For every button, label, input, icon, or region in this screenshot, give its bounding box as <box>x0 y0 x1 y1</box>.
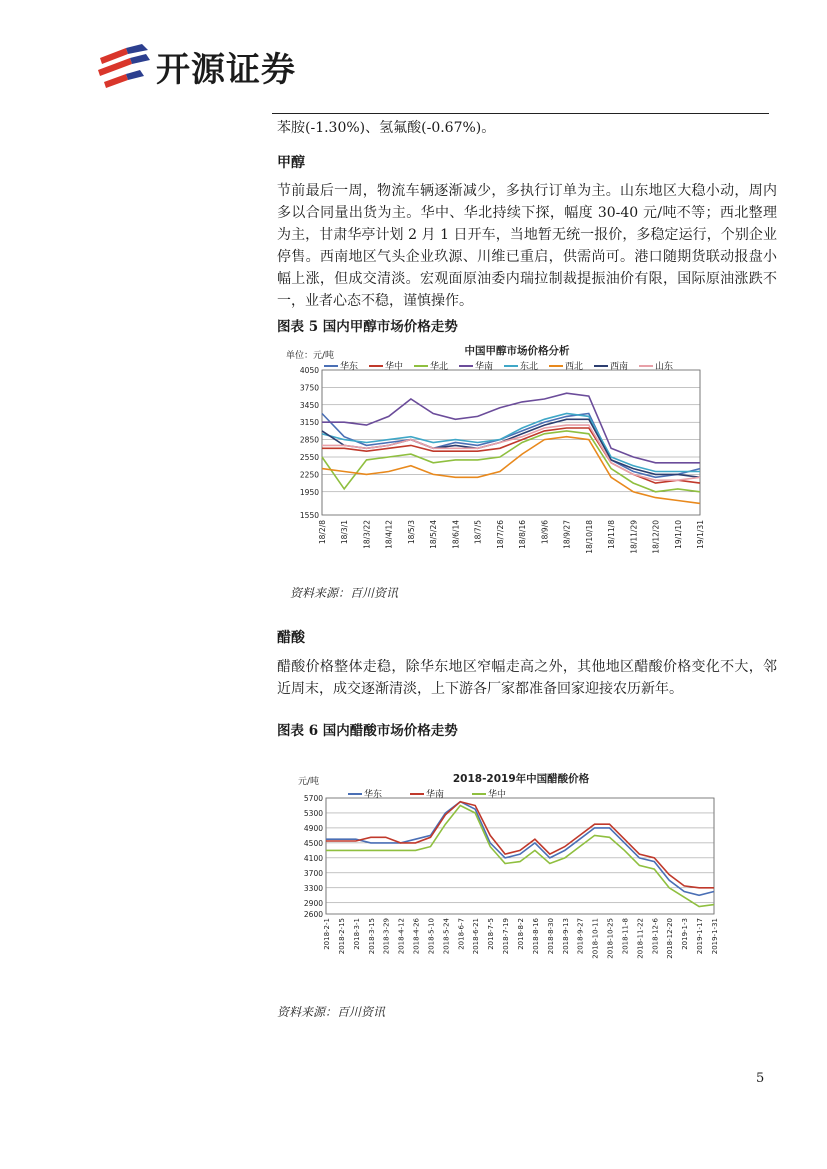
x-tick-label: 18/7/26 <box>495 520 505 549</box>
legend-label: 山东 <box>655 362 674 372</box>
y-tick-label: 2900 <box>303 898 323 908</box>
x-tick-label: 2018-11-22 <box>636 918 645 959</box>
x-tick-label: 2018-7-5 <box>487 918 496 950</box>
y-tick-label: 3700 <box>303 868 323 878</box>
y-tick-label: 3300 <box>303 883 323 893</box>
x-tick-label: 2018-9-13 <box>561 918 570 955</box>
x-tick-label: 2018-8-2 <box>517 918 525 950</box>
x-tick-label: 18/3/22 <box>362 520 372 549</box>
y-tick-label: 4500 <box>303 838 323 848</box>
series-line <box>326 802 714 888</box>
y-axis-unit: 单位：元/吨 <box>286 351 335 361</box>
y-tick-label: 5300 <box>303 808 323 818</box>
plot-area <box>326 798 714 914</box>
x-tick-label: 18/8/16 <box>518 520 528 549</box>
y-tick-label: 1550 <box>299 511 319 520</box>
y-axis-unit: 元/吨 <box>298 777 320 787</box>
y-tick-label: 2550 <box>299 453 319 462</box>
methanol-price-chart <box>282 338 712 560</box>
x-tick-label: 18/7/5 <box>473 520 483 545</box>
y-tick-label: 2850 <box>299 435 319 445</box>
legend-label: 华中 <box>385 362 404 372</box>
chart-series <box>322 393 700 503</box>
header-divider <box>272 113 769 114</box>
y-tick-label: 1950 <box>299 487 319 497</box>
section-heading-acetic: 醋酸 <box>277 630 305 646</box>
legend-label: 西南 <box>610 362 629 372</box>
methanol-paragraph: 节前最后一周，物流车辆逐渐减少，多执行订单为主。山东地区大稳小动，周内多以合同量出货为主。华中、华北持续下探，幅度 30-40 元/吨不等；西北整理为主，甘肃华亭计划 2 月 1 日开车，当地暂无统一报价，多稳定运行，个别企业停售。西南地区气头企业玖源、川维已重启，供需尚可。港口随期货联动报盘小幅上涨，但成交清淡。宏观面原油委内瑞拉制裁提振油价有限，国际原油涨跌不一，业者心态不稳，谨慎操作。 <box>277 183 777 309</box>
x-tick-label: 2018-7-19 <box>502 918 511 955</box>
y-tick-label: 3150 <box>299 418 319 428</box>
y-tick-label: 4900 <box>303 823 323 833</box>
x-axis-ticks <box>323 917 719 958</box>
legend-label: 华东 <box>340 362 359 372</box>
chart-title: 中国甲醇市场价格分析 <box>464 345 570 357</box>
x-tick-label: 2018-4-26 <box>412 918 421 955</box>
legend-label: 华东 <box>364 790 383 800</box>
x-tick-label: 2019-1-3 <box>681 918 690 950</box>
x-tick-label: 18/5/24 <box>429 520 439 549</box>
chart-gridlines <box>322 370 700 515</box>
chart-gridlines <box>326 798 714 914</box>
x-tick-label: 18/11/8 <box>607 520 617 549</box>
y-axis-ticks <box>300 366 319 520</box>
x-tick-label: 2018-11-8 <box>621 918 630 955</box>
legend-label: 华中 <box>488 790 507 800</box>
plot-area <box>322 370 700 515</box>
series-line <box>326 806 714 907</box>
x-tick-label: 2018-3-29 <box>382 918 391 955</box>
y-tick-label: 3450 <box>299 400 319 410</box>
y-tick-label: 2600 <box>303 910 323 919</box>
x-tick-label: 2018-3-1 <box>352 918 361 950</box>
x-tick-label: 2018-8-16 <box>531 918 540 955</box>
x-tick-label: 2018-9-27 <box>576 918 585 955</box>
x-tick-label: 18/5/3 <box>406 520 416 545</box>
figure-6-source: 资料来源：百川资讯 <box>277 1005 386 1019</box>
y-tick-label: 3750 <box>299 383 319 393</box>
x-tick-label: 2018-10-11 <box>591 918 600 959</box>
y-tick-label: 4100 <box>303 853 323 863</box>
y-tick-label: 2250 <box>299 470 319 480</box>
brand-mark-icon <box>96 44 152 90</box>
chart-series <box>326 802 714 907</box>
x-tick-label: 2018-4-12 <box>397 918 406 955</box>
legend-label: 东北 <box>520 362 539 372</box>
x-tick-label: 2019-1-31 <box>711 918 719 955</box>
legend-label: 西北 <box>565 362 584 372</box>
legend-label: 华南 <box>475 362 494 372</box>
x-tick-label: 2018-6-21 <box>472 918 481 955</box>
page-number: 5 <box>756 1071 765 1086</box>
chart-title: 2018-2019年中国醋酸价格 <box>452 773 590 785</box>
x-tick-label: 2018-5-10 <box>427 918 436 955</box>
brand-name: 开源证券 <box>156 50 296 90</box>
x-tick-label: 18/9/27 <box>562 520 572 549</box>
x-tick-label: 18/4/12 <box>384 520 394 549</box>
x-tick-label: 2018-2-15 <box>337 918 346 955</box>
y-axis-ticks <box>304 794 323 919</box>
x-tick-label: 2018-12-20 <box>666 918 675 959</box>
x-tick-label: 2018-10-25 <box>606 918 615 959</box>
x-tick-label: 2019-1-17 <box>696 918 705 955</box>
figure-5-source: 资料来源：百川资讯 <box>290 586 399 600</box>
x-tick-label: 18/6/14 <box>451 520 461 549</box>
legend-label: 华北 <box>430 362 449 372</box>
x-tick-label: 19/1/31 <box>696 520 705 549</box>
section-heading-methanol: 甲醇 <box>277 155 305 171</box>
intro-paragraph: 苯胺(-1.30%)、氢氟酸(-0.67%)。 <box>277 120 496 136</box>
x-tick-label: 18/11/29 <box>629 520 639 554</box>
series-line <box>322 393 700 463</box>
x-tick-label: 18/12/20 <box>651 520 661 554</box>
x-tick-label: 18/2/8 <box>318 520 327 545</box>
x-tick-label: 2018-3-15 <box>367 918 376 955</box>
x-tick-label: 2018-8-30 <box>546 918 555 955</box>
series-line <box>326 802 714 896</box>
figure-6-title: 图表 6 国内醋酸市场价格走势 <box>277 723 458 739</box>
x-tick-label: 2018-2-1 <box>323 918 331 950</box>
y-tick-label: 5700 <box>303 794 323 803</box>
x-tick-label: 2018-12-6 <box>651 918 660 955</box>
company-logo <box>96 40 336 92</box>
x-tick-label: 18/3/1 <box>340 520 350 545</box>
y-tick-label: 4050 <box>299 366 319 375</box>
acetic-price-chart <box>296 768 726 973</box>
x-axis-ticks <box>318 520 705 554</box>
legend-label: 华南 <box>426 790 445 800</box>
acetic-paragraph: 醋酸价格整体走稳，除华东地区窄幅走高之外，其他地区醋酸价格变化不大，邻近周末，成交逐渐清淡，上下游各厂家都准备回家迎接农历新年。 <box>277 659 777 697</box>
figure-5-title: 图表 5 国内甲醇市场价格走势 <box>277 319 458 335</box>
x-tick-label: 18/10/18 <box>584 520 594 554</box>
x-tick-label: 2018-6-7 <box>457 918 466 950</box>
x-tick-label: 2018-5-24 <box>442 918 451 955</box>
x-tick-label: 18/9/6 <box>540 520 550 545</box>
x-tick-label: 19/1/10 <box>673 520 683 549</box>
